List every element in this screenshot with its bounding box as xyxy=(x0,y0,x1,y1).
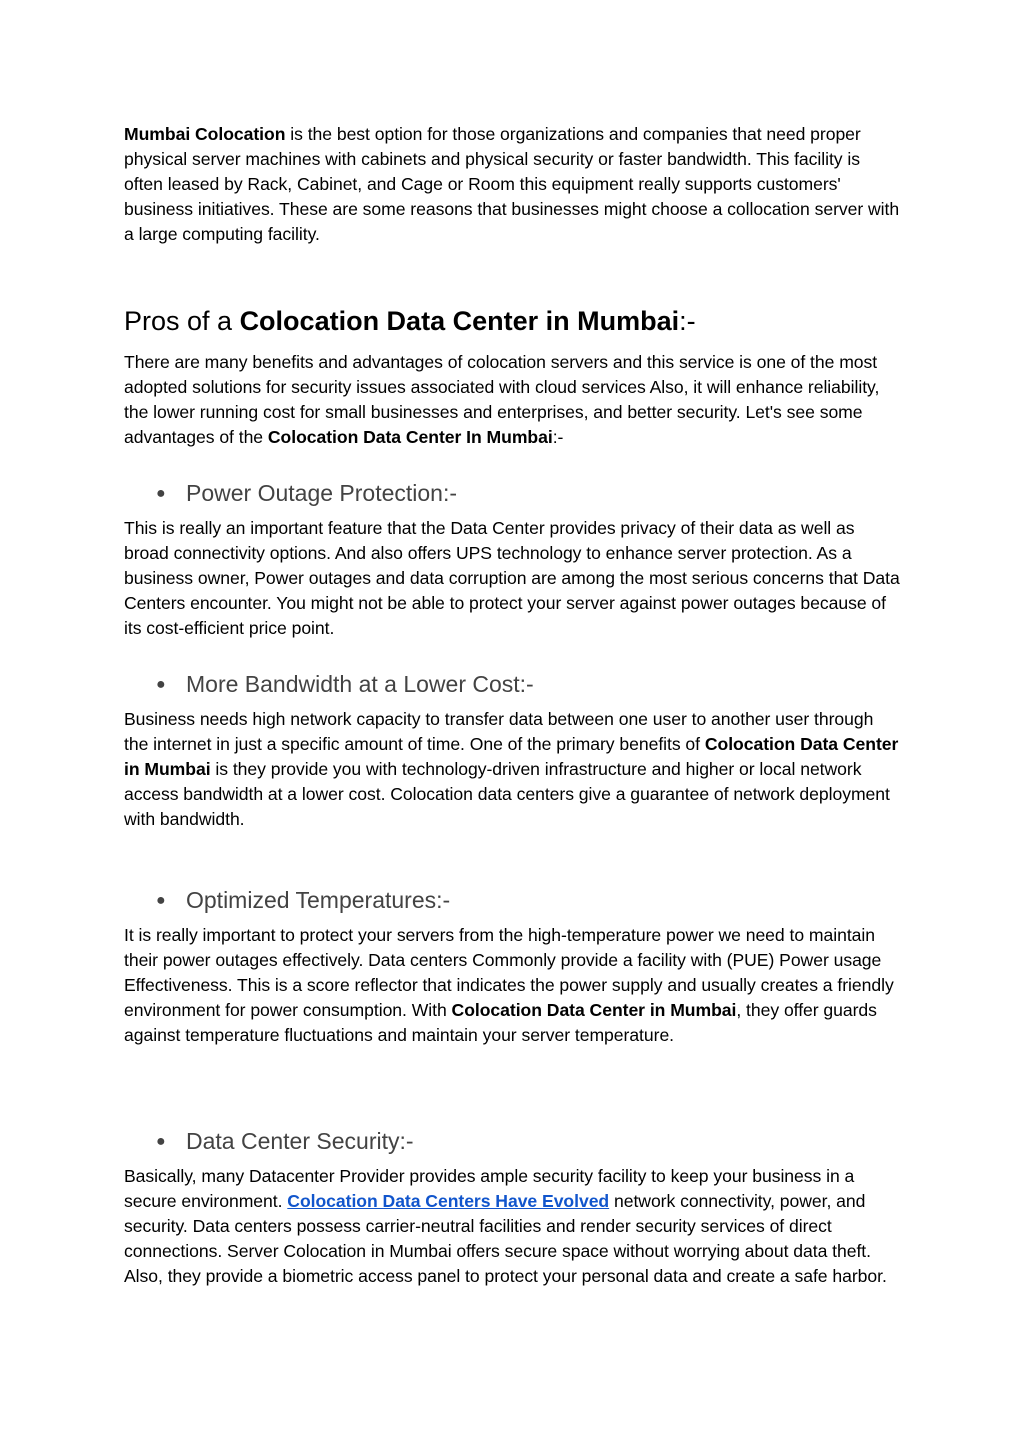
bullet-icon: ● xyxy=(156,1133,166,1150)
intro-paragraph-block xyxy=(124,122,900,247)
intro-text: is the best option for those organizations and companies that need proper physical server machines with cabinets and physical security or faster bandwidth. This facility is often leased by Rack, Cabinet, and Cage or Room this equipment really supports customers' business initiatives. These are some reasons that businesses might choose a collocation server with a large computing facility. xyxy=(124,124,900,244)
section-body-temperatures xyxy=(124,923,900,1048)
section-heading-bandwidth xyxy=(156,669,534,700)
section-bold: Colocation Data Center in Mumbai xyxy=(451,1000,737,1020)
section-title: More Bandwidth at a Lower Cost:- xyxy=(186,671,534,697)
pros-heading-prefix: Pros of a xyxy=(124,306,240,336)
section-text-after: is they provide you with technology-driven infrastructure and higher or local network access bandwidth at a lower cost. Colocation data centers give a guarantee of network deployment with bandwidth. xyxy=(124,759,890,829)
intro-paragraph xyxy=(124,122,900,247)
section-paragraph xyxy=(124,923,900,1048)
section-body-power-outage xyxy=(124,516,900,641)
pros-intro-paragraph xyxy=(124,350,900,450)
pros-intro-block xyxy=(124,350,900,450)
section-body-bandwidth xyxy=(124,707,900,832)
bullet-icon: ● xyxy=(156,892,166,909)
colocation-evolved-link[interactable]: Colocation Data Centers Have Evolved xyxy=(287,1191,610,1211)
section-title: Power Outage Protection:- xyxy=(186,480,458,506)
pros-intro-bold: Colocation Data Center In Mumbai xyxy=(267,427,553,447)
pros-heading-bold: Colocation Data Center in Mumbai xyxy=(239,306,680,336)
bullet-icon: ● xyxy=(156,676,166,693)
section-text-after: , they offer guards against temperature fluctuations and maintain your server temperature. xyxy=(124,1000,877,1045)
bullet-icon: ● xyxy=(156,485,166,502)
pros-intro-text: There are many benefits and advantages of colocation servers and this service is one of the most adopted solutions for security issues associated with cloud services Also, it will enhance reliability, the lower running cost for small businesses and enterprises, and better security. Let's see some advantages of the xyxy=(124,352,880,447)
pros-heading xyxy=(124,304,696,338)
section-text-after: network connectivity, power, and security. Data centers possess carrier-neutral facilities and render security services of direct connections. Server Colocation in Mumbai offers secure space without worrying about data theft. Also, they provide a biometric access panel to protect your personal data and create a safe harbor. xyxy=(124,1191,887,1286)
pros-intro-suffix: :- xyxy=(552,427,564,447)
section-body-security xyxy=(124,1164,900,1289)
section-text-before: Basically, many Datacenter Provider provides ample security facility to keep your business in a secure environment. xyxy=(124,1166,855,1211)
section-paragraph xyxy=(124,707,900,832)
section-text-before: Business needs high network capacity to transfer data between one user to another user through the internet in just a specific amount of time. One of the primary benefits of xyxy=(124,709,874,754)
section-title: Data Center Security:- xyxy=(186,1128,414,1154)
section-title: Optimized Temperatures:- xyxy=(186,887,451,913)
section-bold: Colocation Data Center in Mumbai xyxy=(124,734,899,779)
intro-lead-bold: Mumbai Colocation xyxy=(124,124,286,144)
section-heading-security xyxy=(156,1126,414,1157)
section-paragraph: This is really an important feature that the Data Center provides privacy of their data as well as broad connectivity options. And also offers UPS technology to enhance server protection. As a business owner, Power outages and data corruption are among the most serious concerns that Data Centers encounter. You might not be able to protect your server against power outages because of its cost-efficient price point. xyxy=(124,518,900,638)
section-paragraph xyxy=(124,1164,900,1289)
section-text-before: It is really important to protect your servers from the high-temperature power we need to maintain their power outages effectively. Data centers Commonly provide a facility with (PUE) Power usage Effectiveness. This is a score reflector that indicates the power supply and usually creates a friendly environment for power consumption. With xyxy=(124,925,894,1020)
section-heading-temperatures xyxy=(156,885,450,916)
section-heading-power-outage xyxy=(156,478,457,509)
pros-heading-suffix: :- xyxy=(679,306,696,336)
